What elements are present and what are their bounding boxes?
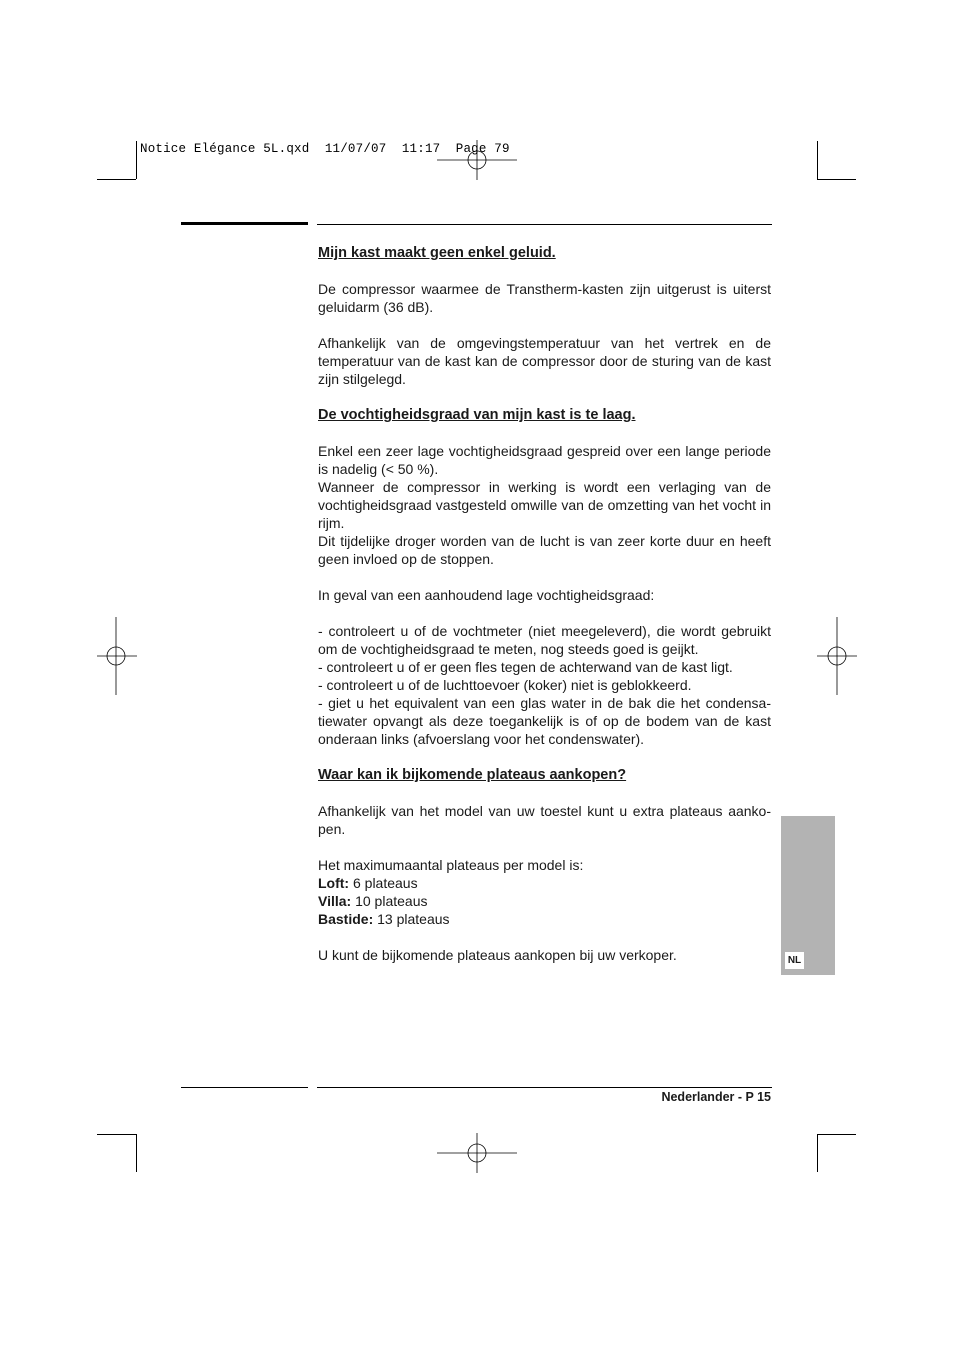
paragraph: Afhankelijk van de omgevingstemperatuur van het vertrek en de temperatuur van de kast kan de compressor door de sturing van de kast zijn stilgelegd.: [318, 335, 771, 387]
paragraph-line: Dit tijdelijke droger worden van de lucht is van zeer korte duur en heeft geen invloed op de stoppen.: [318, 533, 771, 567]
crop-mark: [817, 1134, 856, 1135]
section-heading: Waar kan ik bijkomende plateaus aankopen?: [318, 767, 627, 783]
page-footer: Nederlander - P 15: [661, 1090, 771, 1104]
paragraph-line: Enkel een zeer lage vochtigheidsgraad gespreid over een lange periode is nadelig (< 50 %).: [318, 443, 771, 477]
paragraph-line: Wanneer de compressor in werking is wordt een verlaging van de vochtigheidsgraad vastgesteld omwille van de omzetting van het vocht in rijm.: [318, 479, 771, 531]
check-list: [318, 622, 771, 748]
model-value: 6 plateaus: [349, 875, 418, 891]
footer-rule-left: [181, 1087, 308, 1088]
model-item: [318, 910, 771, 928]
section-heading: De vochtigheidsgraad van mijn kast is te laag.: [318, 407, 636, 423]
crop-mark: [817, 1134, 818, 1172]
crop-mark: [817, 179, 856, 180]
list-item: - controleert u of de luchttoevoer (koker) niet is geblokkeerd.: [318, 677, 692, 693]
footer-rule-right: [317, 1087, 772, 1088]
paragraph: U kunt de bijkomende plateaus aankopen bij uw verkoper.: [318, 947, 677, 963]
list-item: - controleert u of er geen fles tegen de achterwand van de kast ligt.: [318, 659, 733, 675]
crop-mark: [136, 1134, 137, 1172]
paragraph: In geval van een aanhoudend lage vochtigheidsgraad:: [318, 587, 655, 603]
header-rule-thick: [181, 222, 308, 225]
main-content: [318, 244, 771, 982]
model-name: Loft:: [318, 875, 350, 891]
model-name: Villa:: [318, 893, 352, 909]
crop-mark: [817, 141, 818, 179]
registration-mark-right: [817, 617, 857, 697]
crop-mark: [97, 179, 136, 180]
model-value: 10 plateaus: [351, 893, 428, 909]
model-value: 13 plateaus: [373, 911, 450, 927]
paragraph: De compressor waarmee de Transtherm-kasten zijn uitgerust is uiterst geluidarm (36 dB).: [318, 281, 771, 315]
registration-mark-bottom: [437, 1133, 517, 1173]
model-name: Bastide:: [318, 911, 374, 927]
crop-mark: [97, 1134, 136, 1135]
paragraph: Afhankelijk van het model van uw toestel kunt u extra plateaus aanko-pen.: [318, 803, 771, 837]
model-item: [318, 874, 771, 892]
language-badge: NL: [785, 952, 804, 969]
file-slug: Notice Elégance 5L.qxd 11/07/07 11:17 Page 79: [140, 142, 510, 156]
crop-mark: [136, 141, 137, 179]
registration-mark-left: [97, 617, 137, 697]
header-rule-thin: [317, 224, 772, 225]
model-item: [318, 892, 771, 910]
model-list: [318, 856, 771, 928]
paragraph-block: [318, 442, 771, 568]
section-heading: Mijn kast maakt geen enkel geluid.: [318, 245, 556, 261]
list-item: - controleert u of de vochtmeter (niet meegeleverd), die wordt gebruikt om de vochtigheidsgraad te meten, nog steeds goed is geijkt.: [318, 623, 771, 657]
registration-mark-top: [437, 131, 517, 181]
list-item: - giet u het equivalent van een glas water in de bak die het condensa-tiewater opvangt als deze toegankelijk is of op de bodem van de kast onderaan links (afvoerslang voor het condenswater).: [318, 695, 771, 747]
paragraph-line: Het maximumaantal plateaus per model is:: [318, 857, 584, 873]
